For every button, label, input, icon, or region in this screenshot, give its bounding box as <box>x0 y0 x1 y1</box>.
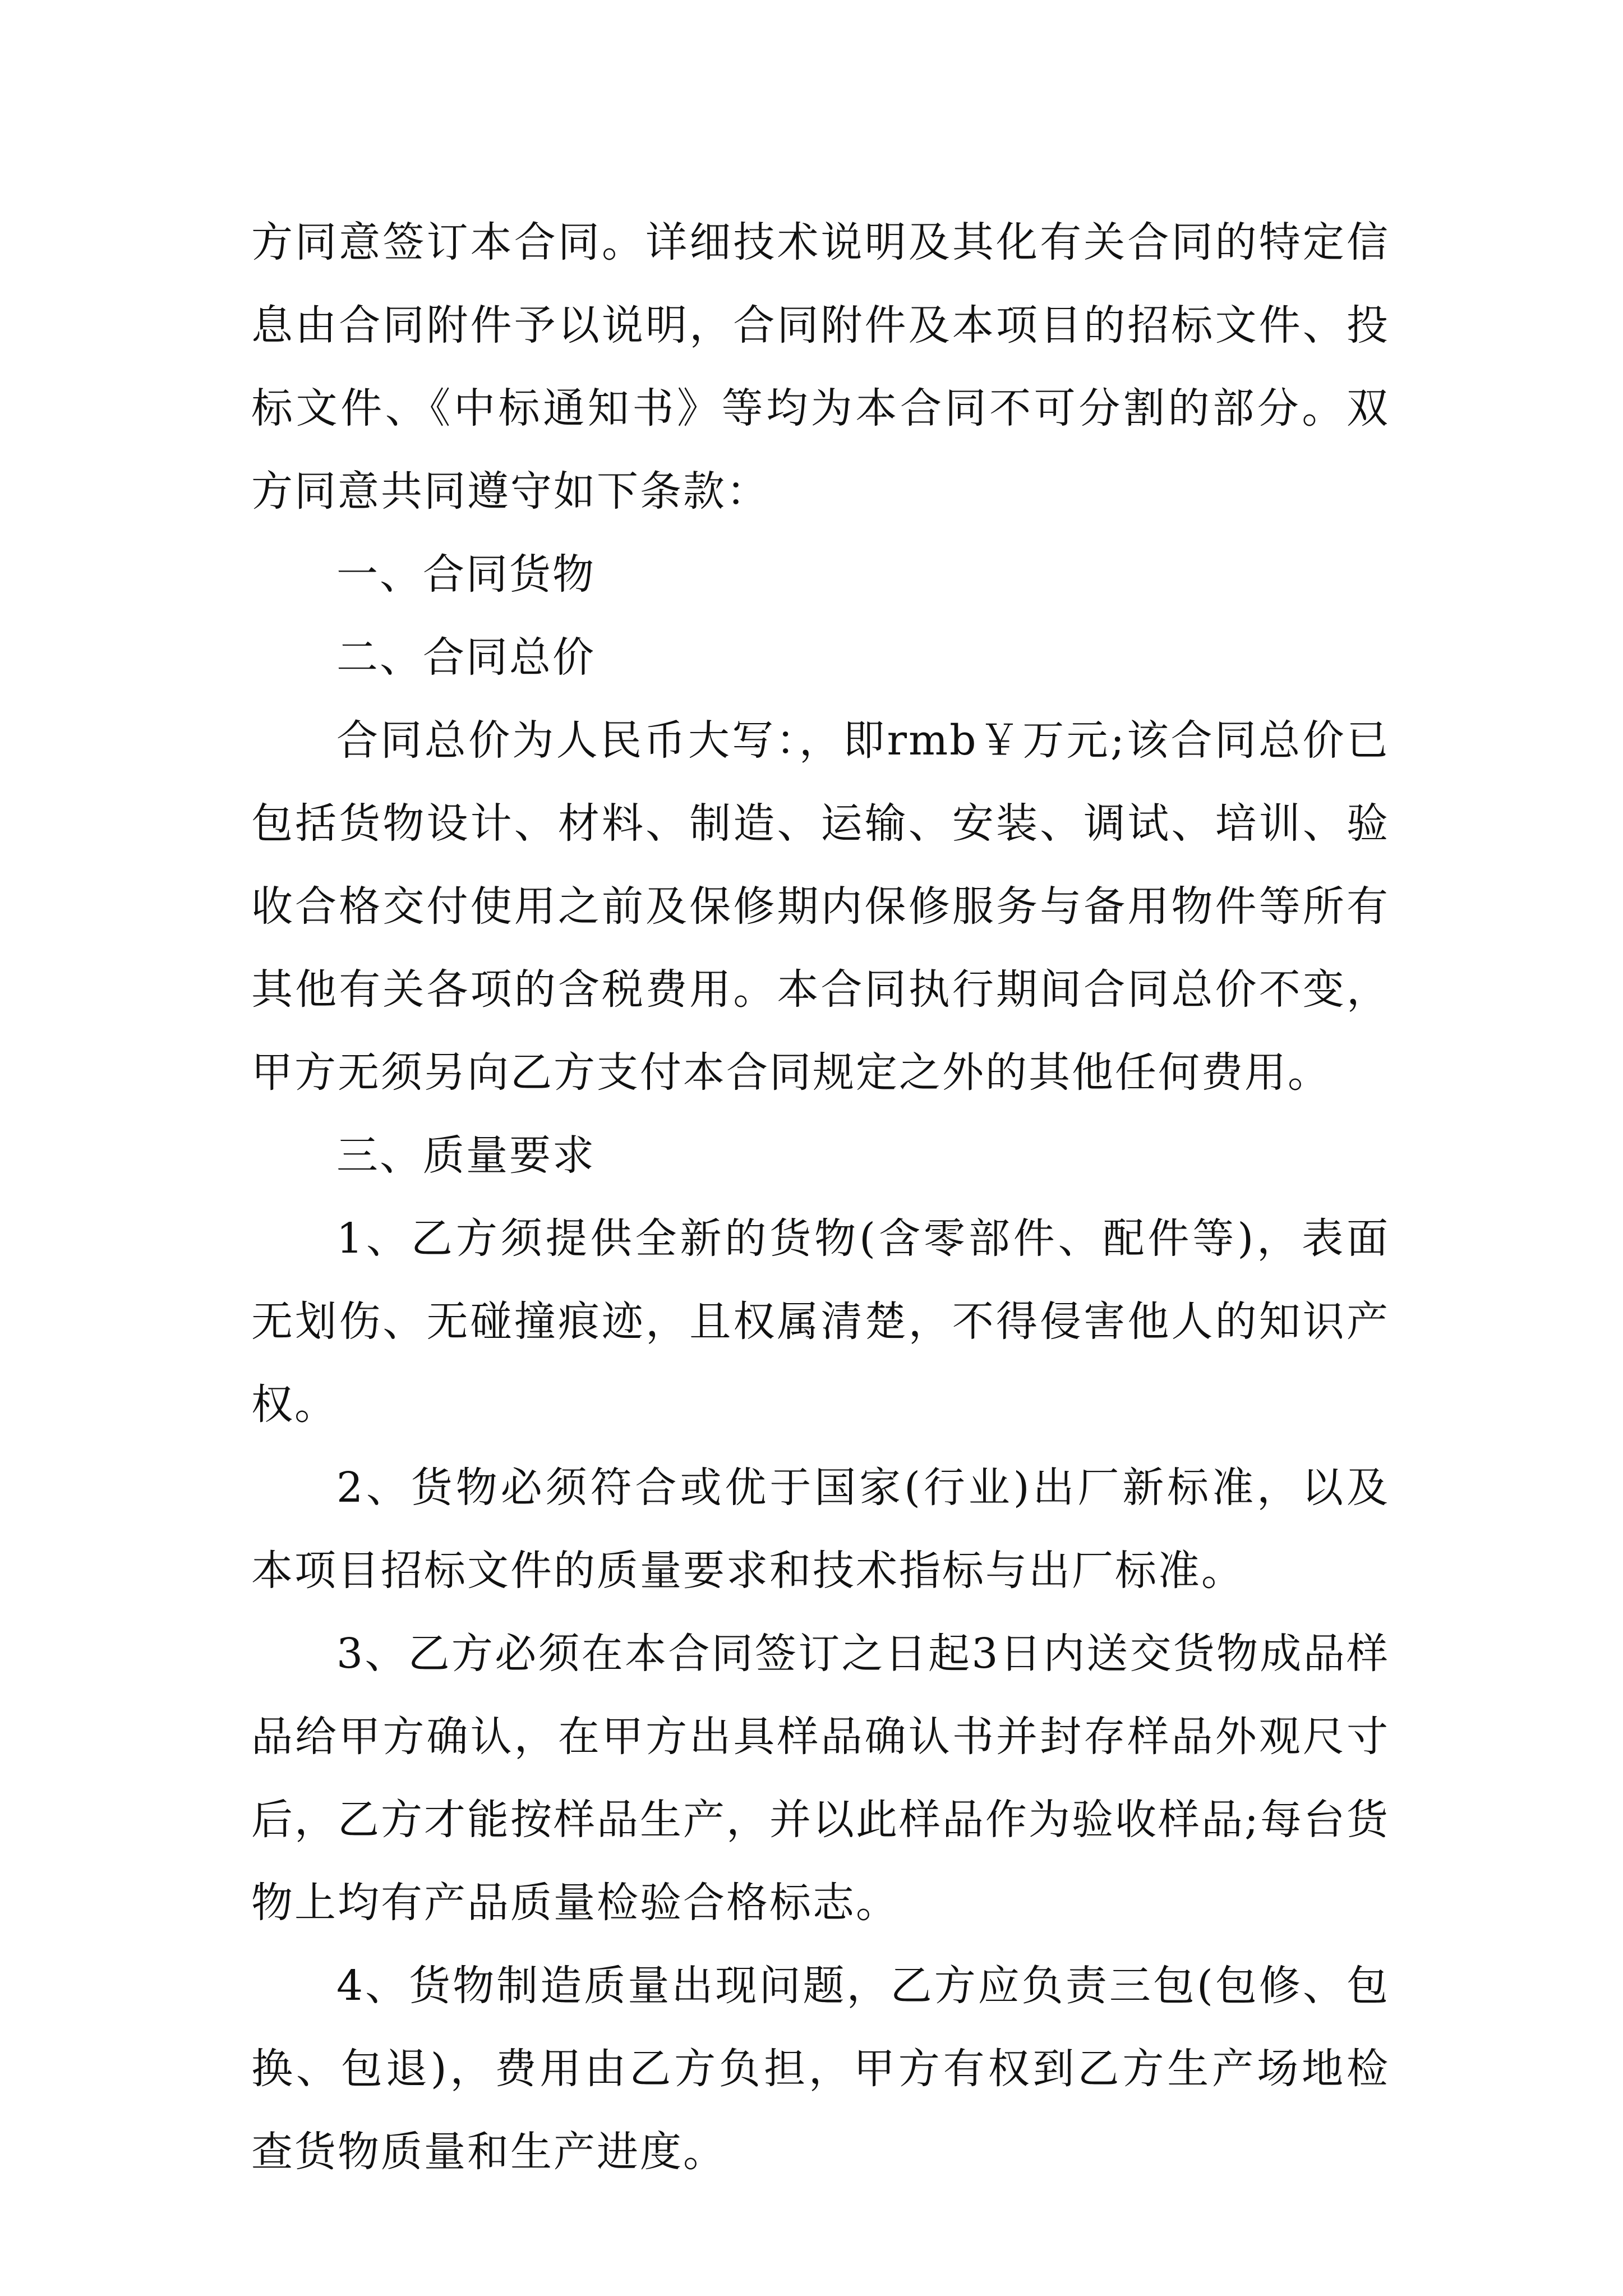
paragraph-total-price: 合同总价为人民币大写：，即rmb￥万元;该合同总价已包括货物设计、材料、制造、运输、安装、调试、培训、验收合格交付使用之前及保修期内保修服务与备用物件等所有其他有关各项的含税费用。本合同执行期间合同总价不变，甲方无须另向乙方支付本合同规定之外的其他任何费用。 <box>251 716 1390 1097</box>
heading-contract-goods: 一、合同货物 <box>336 550 596 599</box>
heading-quality-requirements: 三、质量要求 <box>336 1131 596 1180</box>
paragraph-quality-item-2: 2、货物必须符合或优于国家(行业)出厂新标准，以及本项目招标文件的质量要求和技术指标与出厂标准。 <box>251 1464 1390 1595</box>
heading-contract-total-price: 二、合同总价 <box>336 633 596 682</box>
document-body <box>251 201 1390 2193</box>
paragraph-contract-intro: 方同意签订本合同。详细技术说明及其化有关合同的特定信息由合同附件予以说明，合同附件及本项目的招标文件、投标文件、《中标通知书》等均为本合同不可分割的部分。双方同意共同遵守如下条款： <box>251 218 1390 516</box>
paragraph-quality-item-1: 1、乙方须提供全新的货物(含零部件、配件等)，表面无划伤、无碰撞痕迹，且权属清楚，不得侵害他人的知识产权。 <box>251 1214 1390 1429</box>
paragraph-quality-item-3: 3、乙方必须在本合同签订之日起3日内送交货物成品样品给甲方确认，在甲方出具样品确认书并封存样品外观尺寸后，乙方才能按样品生产，并以此样品作为验收样品;每台货物上均有产品质量检验合格标志。 <box>251 1630 1390 1927</box>
paragraph-quality-item-4: 4、货物制造质量出现问题，乙方应负责三包(包修、包换、包退)，费用由乙方负担，甲方有权到乙方生产场地检查货物质量和生产进度。 <box>251 1962 1390 2176</box>
